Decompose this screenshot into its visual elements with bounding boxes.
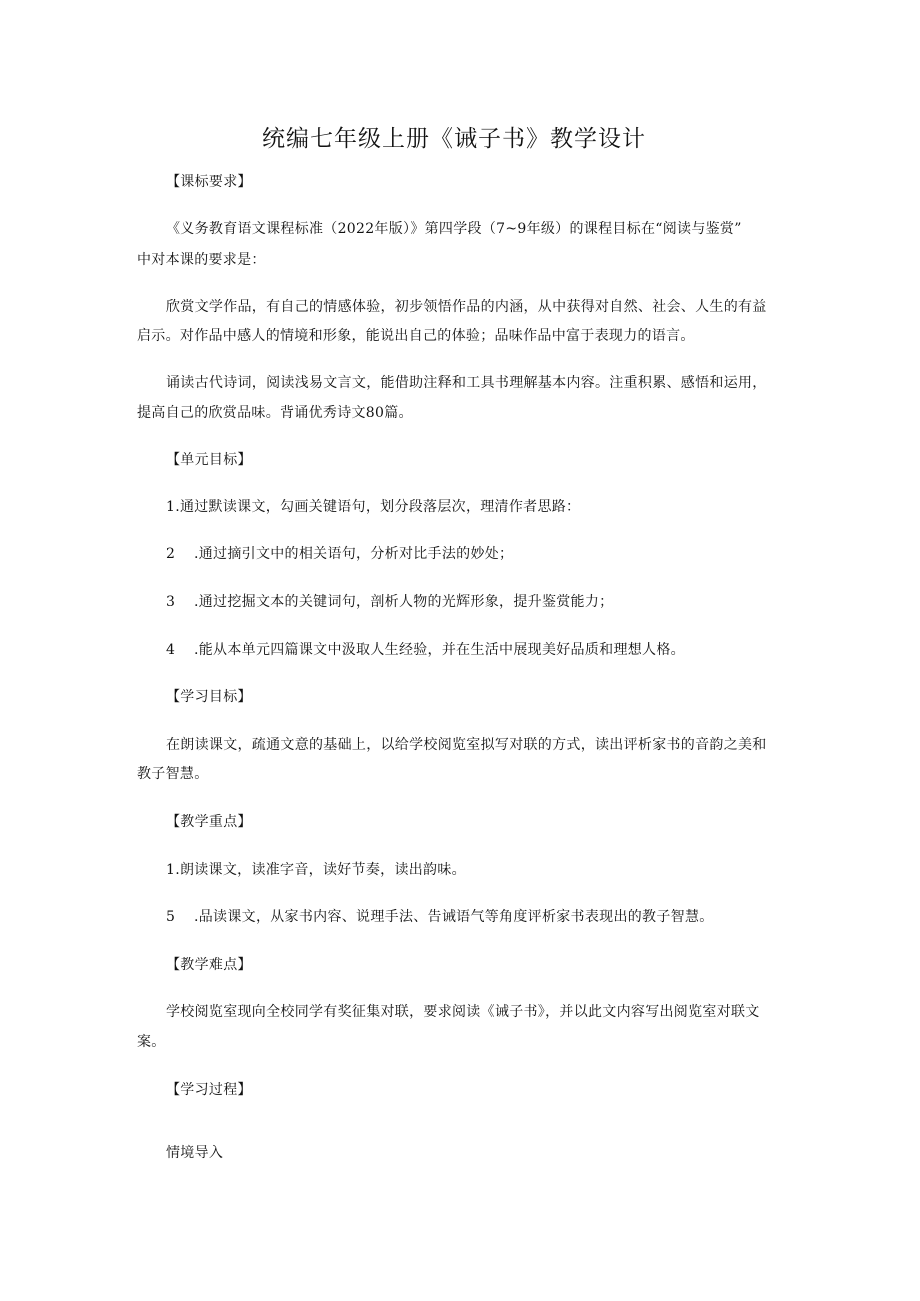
list-number: 3 [166,594,176,610]
section-heading-process: 【学习过程】 [166,1082,252,1098]
unit-goal-item-3 [166,592,613,612]
key-point-item-2 [166,907,714,927]
unit-goal-item-1: 1.通过默读课文，勾画关键语句，划分段落层次，理清作者思路： [166,499,581,515]
curriculum-p1-line2: 启示。对作品中感人的情境和形象，能说出自己的体验；品味作品中富于表现力的语言。 [137,328,695,344]
learning-goals-line2: 教子智慧。 [137,766,209,782]
list-number: 4 [166,642,176,658]
section-heading-difficulties: 【教学难点】 [166,957,252,973]
list-text: .通过挖掘文本的关键词句，剖析人物的光辉形象，提升鉴赏能力； [194,594,614,610]
section-heading-key-points: 【教学重点】 [166,814,252,830]
list-text: .品读课文，从家书内容、说理手法、告诫语气等角度评析家书表现出的教子智慧。 [194,909,714,925]
key-point-item-1: 1.朗读课文，读准字音，读好节奏，读出韵味。 [166,862,466,878]
section-heading-unit-goals: 【单元目标】 [166,452,252,468]
list-text: .通过摘引文中的相关语句，分析对比手法的妙处； [194,546,514,562]
curriculum-intro-line1: 《义务教育语文课程标准（2022年版）》第四学段（7~9年级）的课程目标在“阅读与鉴赏” [166,221,742,237]
difficulties-line2: 案。 [137,1034,166,1050]
curriculum-p1-line1: 欣赏文学作品，有自己的情感体验，初步领悟作品的内涵，从中获得对自然、社会、人生的有益 [166,299,767,315]
learning-goals-line1: 在朗读课文，疏通文意的基础上，以给学校阅览室拟写对联的方式，读出评析家书的音韵之美和 [166,737,767,753]
difficulties-line1: 学校阅览室现向全校同学有奖征集对联，要求阅读《诫子书》，并以此文内容写出阅览室对联文 [166,1004,760,1020]
section-heading-learning-goals: 【学习目标】 [166,689,252,705]
document-title: 统编七年级上册《诫子书》教学设计 [262,126,646,152]
process-subheading-intro: 情境导入 [166,1145,224,1161]
curriculum-p2-line2: 提高自己的欣赏品味。背诵优秀诗文80篇。 [137,405,413,421]
list-text: .能从本单元四篇课文中汲取人生经验，并在生活中展现美好品质和理想人格。 [194,642,685,658]
section-heading-curriculum: 【课标要求】 [166,174,252,190]
curriculum-intro-line2: 中对本课的要求是： [137,252,266,268]
unit-goal-item-4 [166,640,685,660]
list-number: 2 [166,546,176,562]
curriculum-p2-line1: 诵读古代诗词，阅读浅易文言文，能借助注释和工具书理解基本内容。注重积累、感悟和运用， [166,375,767,391]
unit-goal-item-2 [166,544,513,564]
list-number: 5 [166,909,176,925]
